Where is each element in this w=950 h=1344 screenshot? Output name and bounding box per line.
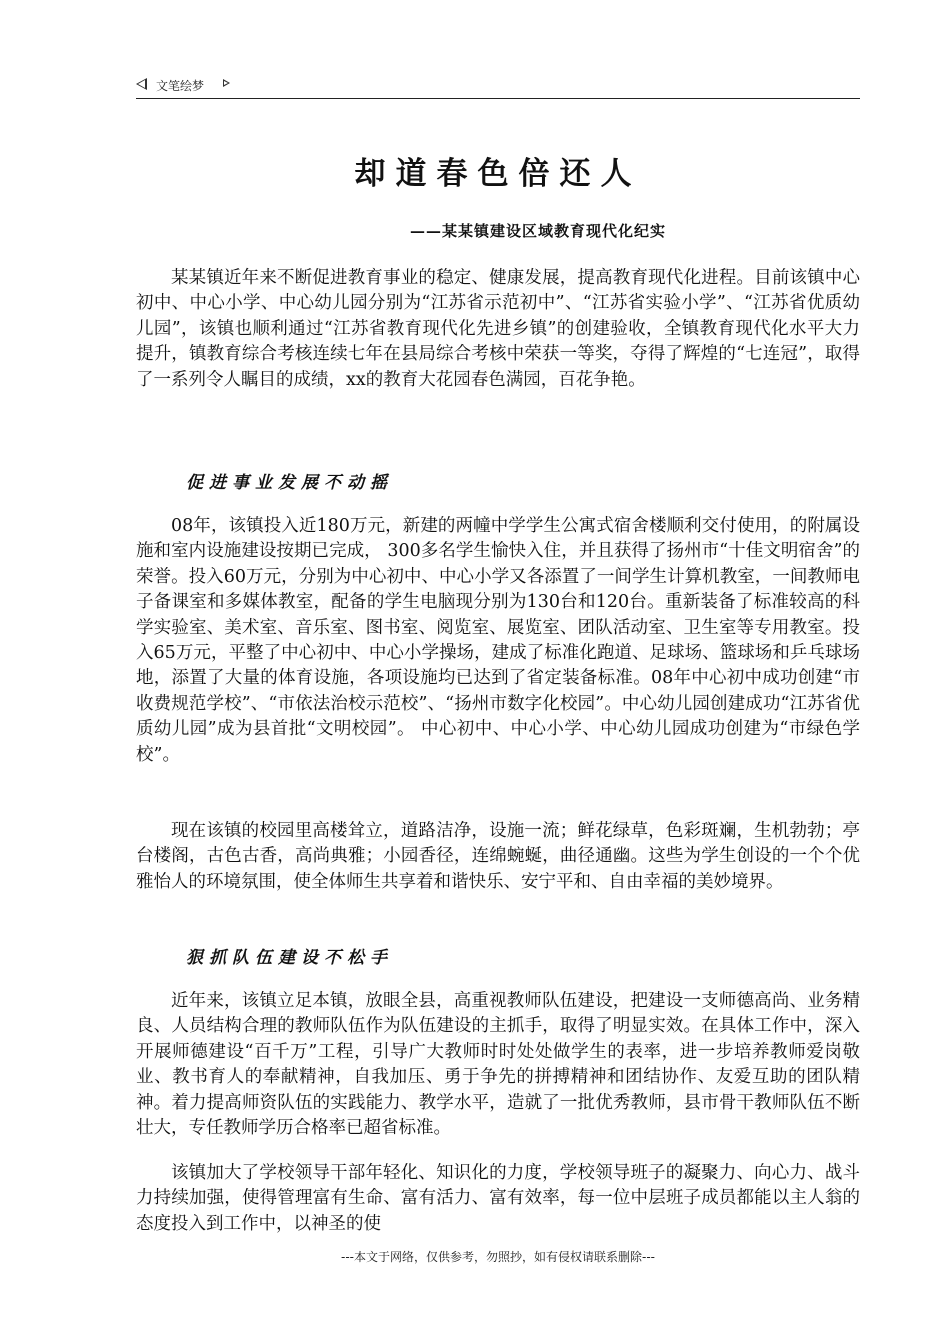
article-subtitle: ——某某镇建设区域教育现代化纪实 [409,222,666,240]
triangle-left-icon [136,78,147,90]
section-heading-2: 狠抓队伍建设不松手 [186,948,393,968]
article-title: 却道春色倍还人 [354,156,642,192]
page-footer: ---本文于网络，仅供参考，勿照抄，如有侵权请联系删除--- [341,1250,655,1264]
paragraph-intro: 某某镇近年来不断促进教育事业的稳定、健康发展，提高教育现代化进程。目前该镇中心初中、中心小学、中心幼儿园分别为“江苏省示范初中”、“江苏省实验小学”、“江苏省优质幼儿园”，该镇也顺利通过“江苏省教育现代化先进乡镇”的创建验收，全镇教育现代化水平大力提升，镇教育综合考核连续七年在县局综合考核中荣获一等奖，夺得了辉煌的“七连冠”，取得了一系列令人瞩目的成绩，xx的教育大花园春色满园，百花争艳。 [136,268,860,390]
paragraph-leadership: 该镇加大了学校领导干部年轻化、知识化的力度，学校领导班子的凝聚力、向心力、战斗力持续加强，使得管理富有生命、富有活力、富有效率，每一位中层班子成员都能以主人翁的态度投入到工作中，以神圣的使 [136,1163,860,1234]
paragraph-campus: 现在该镇的校园里高楼耸立，道路洁净，设施一流；鲜花绿草，色彩斑斓，生机勃勃；亭台楼阁，古色古香，高尚典雅；小园香径，连绵蜿蜒，曲径通幽。这些为学生创设的一个个优雅怡人的环境氛围，使全体师生共享着和谐快乐、安宁平和、自由幸福的美妙境界。 [136,821,860,892]
triangle-right-icon [223,79,230,87]
section-heading-1: 促进事业发展不动摇 [186,473,393,493]
paragraph-facilities: 08年，该镇投入近180万元，新建的两幢中学学生公寓式宿舍楼顺利交付使用，的附属设施和室内设施建设按期已完成， 300多名学生愉快入住，并且获得了扬州市“十佳文明宿舍”的荣誉。投入60万元，分别为中心初中、中心小学又各添置了一间学生计算机教室，一间教师电子备课室和多媒体教室，配备的学生电脑现分别为130台和120台。重新装备了标准较高的科学实验室、美术室、音乐室、图书室、阅览室、展览室、团队活动室、卫生室等专用教室。投入65万元，平整了中心初中、中心小学操场，建成了标准化跑道、足球场、篮球场和乒乓球场地，添置了大量的体育设施，各项设施均已达到了省定装备标准。08年中心初中成功创建“市收费规范学校”、“市依法治校示范校”、“扬州市数字化校园”。中心幼儿园创建成功“江苏省优质幼儿园”成为县首批“文明校园”。 中心初中、中心小学、中心幼儿园成功创建为“市绿色学校”。 [136,516,860,765]
header-brand: 文笔绘梦 [156,79,205,93]
page-header [136,74,860,99]
paragraph-teachers: 近年来，该镇立足本镇，放眼全县，高重视教师队伍建设，把建设一支师德高尚、业务精良、人员结构合理的教师队伍作为队伍建设的主抓手，取得了明显实效。在具体工作中，深入开展师德建设“百千万”工程，引导广大教师时时处处做学生的表率，进一步培养教师爱岗敬业、教书育人的奉献精神，自我加压、勇于争先的拼搏精神和团结协作、友爱互助的团队精神。着力提高师资队伍的实践能力、教学水平，造就了一批优秀教师，县市骨干教师队伍不断壮大，专任教师学历合格率已超省标准。 [136,991,860,1139]
